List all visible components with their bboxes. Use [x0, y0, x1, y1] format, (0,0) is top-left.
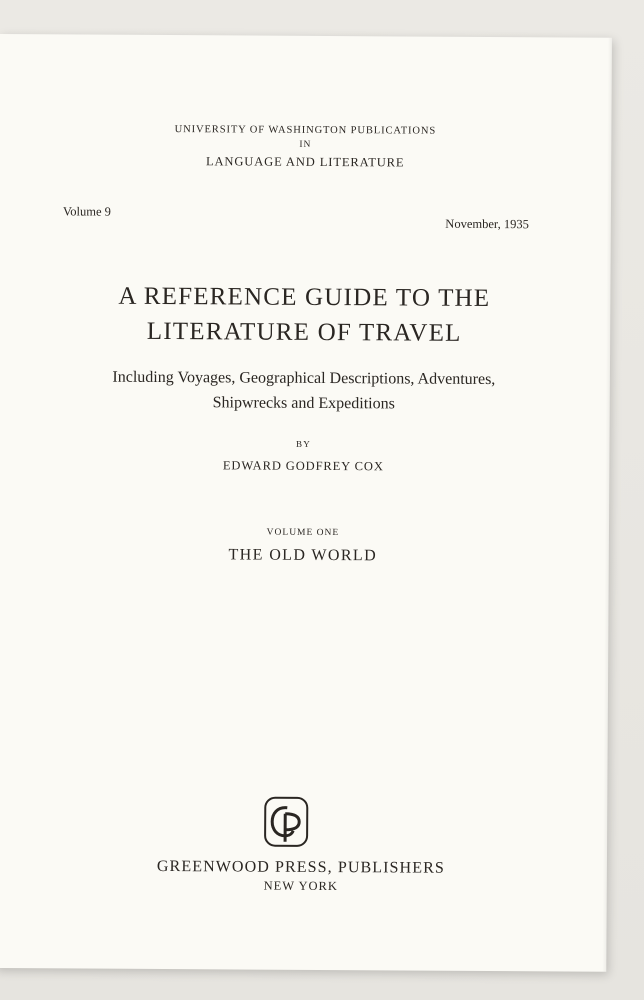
publisher-name: GREENWOOD PRESS, PUBLISHERS: [156, 857, 445, 877]
title-page: [0, 34, 612, 972]
subtitle-line-1: Including Voyages, Geographical Descriptions, Adventures,: [112, 368, 496, 389]
author-name: EDWARD GODFREY COX: [222, 458, 384, 474]
by-line: BY: [296, 438, 311, 449]
subtitle-line-2: Shipwrecks and Expeditions: [212, 394, 395, 413]
publisher-city: NEW YORK: [263, 878, 339, 894]
publication-date: November, 1935: [445, 216, 529, 232]
volume-label: VOLUME ONE: [266, 527, 340, 539]
series-line-2: IN: [299, 139, 312, 150]
series-line-3: LANGUAGE AND LITERATURE: [205, 154, 405, 170]
series-line-1: UNIVERSITY OF WASHINGTON PUBLICATIONS: [174, 124, 437, 137]
title-line-1: A REFERENCE GUIDE TO THE: [118, 282, 491, 312]
title-line-2: LITERATURE OF TRAVEL: [146, 317, 462, 347]
publisher-logo-icon: [263, 796, 309, 848]
volume-title: THE OLD WORLD: [228, 546, 378, 565]
volume-number: Volume 9: [62, 204, 112, 219]
